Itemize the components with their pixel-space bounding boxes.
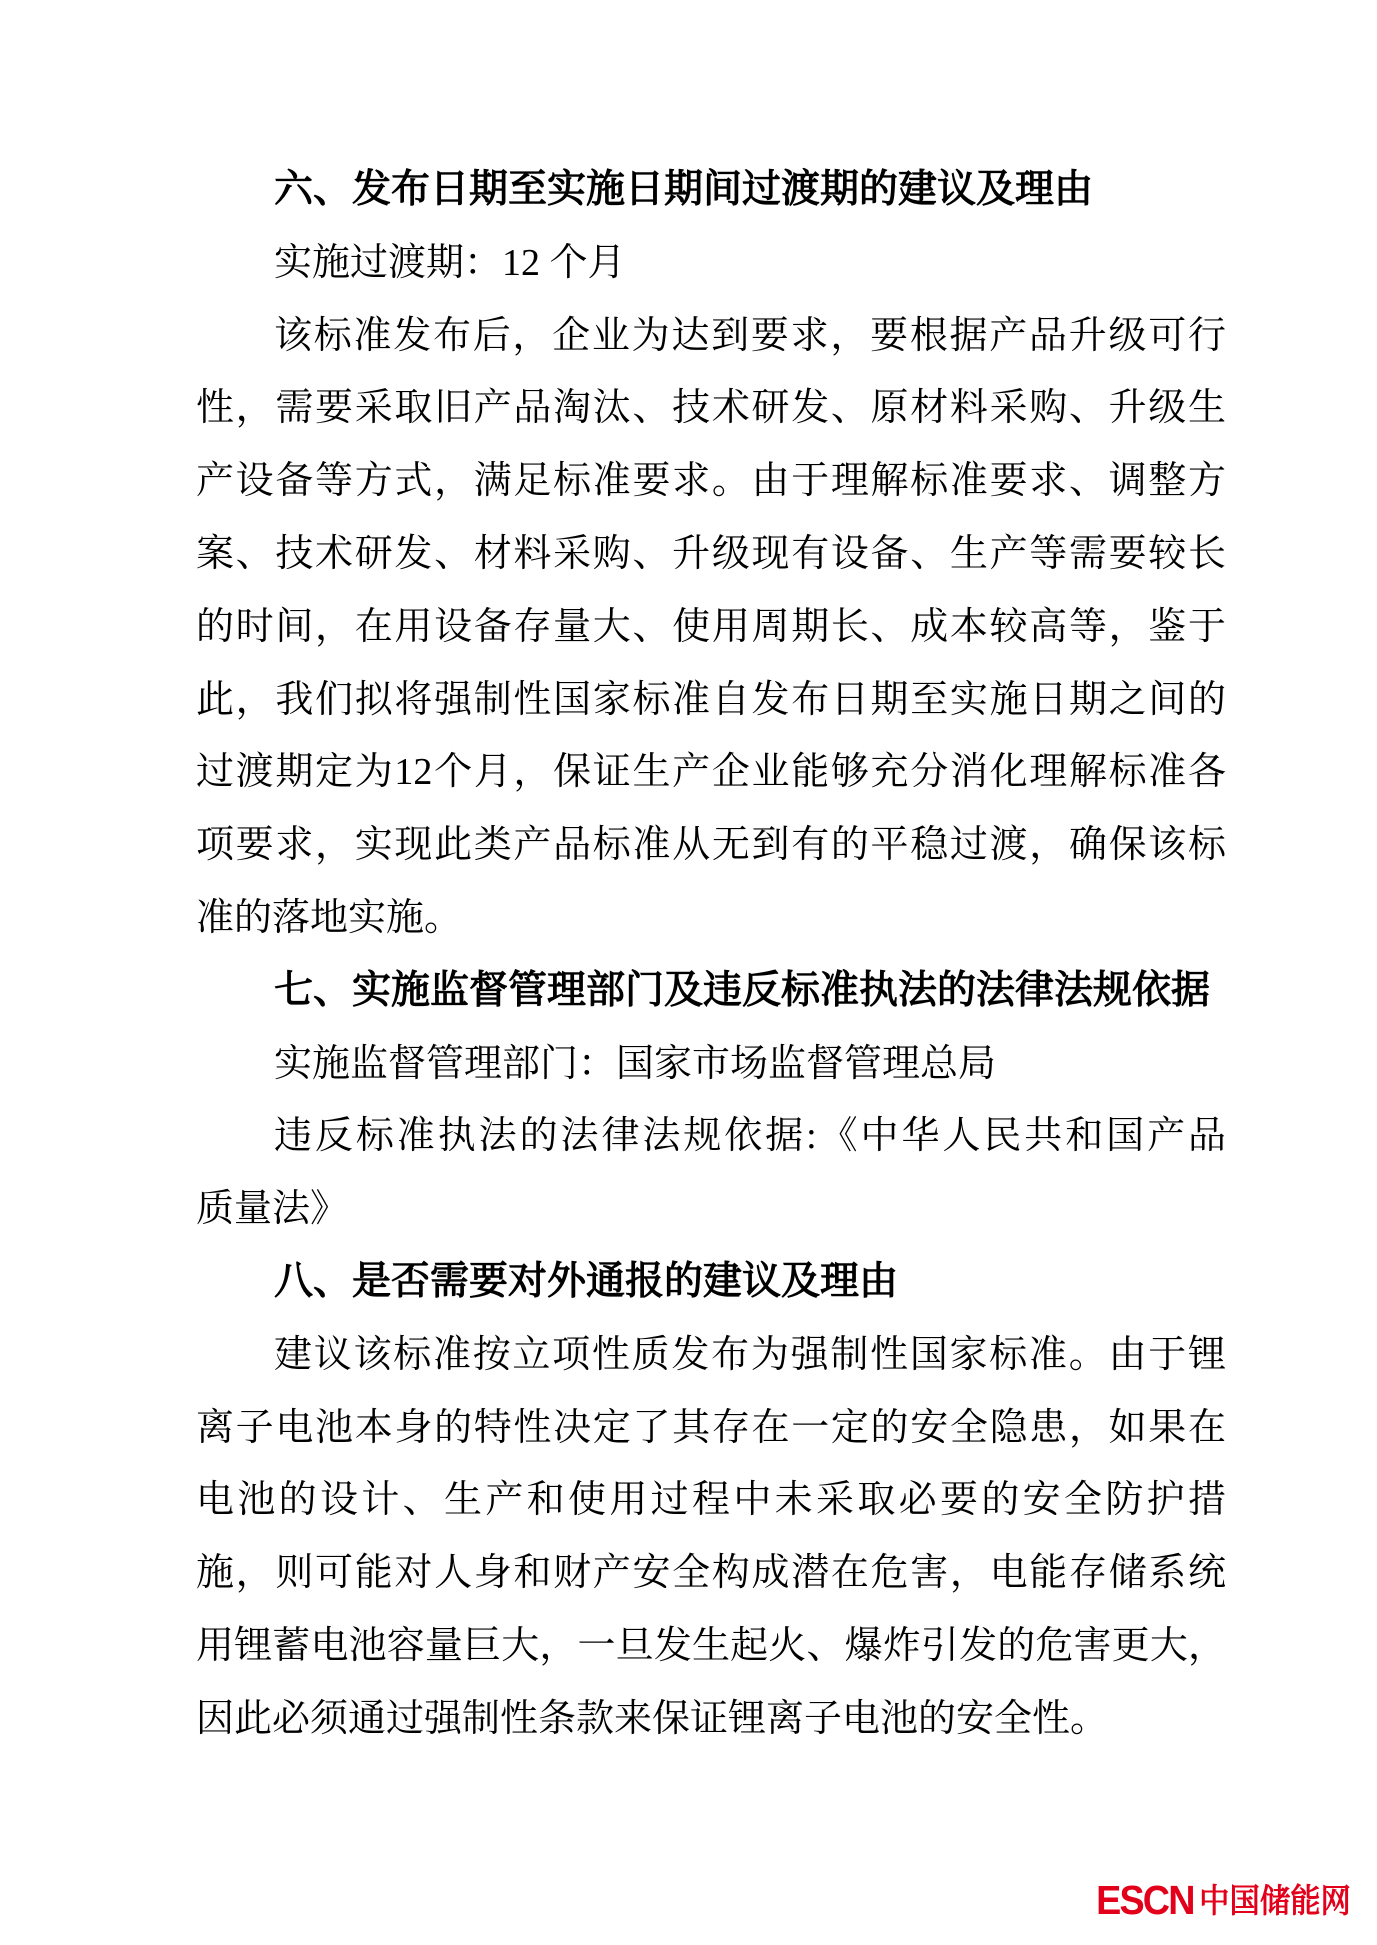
text-line: 此，我们拟将强制性国家标准自发布日期至实施日期之间的 <box>196 678 1226 721</box>
escn-logo-latin: ESCN <box>1096 1877 1194 1923</box>
text-line: 的时间，在用设备存量大、使用周期长、成本较高等，鉴于 <box>196 605 1226 648</box>
section-heading: 八、是否需要对外通报的建议及理由 <box>274 1259 899 1303</box>
text-line: 施，则可能对人身和财产安全构成潜在危害，电能存储系统 <box>196 1552 1226 1595</box>
escn-logo-chinese: 中国储能网 <box>1199 1882 1351 1919</box>
text-line: 过渡期定为12个月，保证生产企业能够充分消化理解标准各 <box>196 751 1226 794</box>
text-line: 该标准发布后，企业为达到要求，要根据产品升级可行 <box>274 314 1226 357</box>
text-line: 建议该标准按立项性质发布为强制性国家标准。由于锂 <box>274 1333 1226 1376</box>
escn-logo <box>1096 1877 1351 1923</box>
text-line: 实施监督管理部门：国家市场监督管理总局 <box>274 1042 997 1085</box>
section-heading: 六、发布日期至实施日期间过渡期的建议及理由 <box>274 168 1094 211</box>
text-line: 产设备等方式，满足标准要求。由于理解标准要求、调整方 <box>196 460 1226 503</box>
text-line: 用锂蓄电池容量巨大，一旦发生起火、爆炸引发的危害更大， <box>196 1624 1226 1667</box>
text-line: 实施过渡期：12 个月 <box>274 241 626 284</box>
document-body <box>196 154 1226 1756</box>
text-line: 准的落地实施。 <box>196 896 463 939</box>
text-line: 质量法》 <box>196 1188 349 1231</box>
text-line: 案、技术研发、材料采购、升级现有设备、生产等需要较长 <box>196 532 1226 575</box>
text-line: 性，需要采取旧产品淘汰、技术研发、原材料采购、升级生 <box>196 387 1226 430</box>
text-line: 因此必须通过强制性条款来保证锂离子电池的安全性。 <box>196 1697 1109 1740</box>
text-line: 离子电池本身的特性决定了其存在一定的安全隐患，如果在 <box>196 1406 1226 1449</box>
section-heading: 七、实施监督管理部门及违反标准执法的法律法规依据 <box>274 968 1211 1012</box>
text-line: 电池的设计、生产和使用过程中未采取必要的安全防护措 <box>196 1479 1226 1522</box>
text-line: 违反标准执法的法律法规依据:《中华人民共和国产品 <box>274 1115 1226 1158</box>
text-line: 项要求，实现此类产品标准从无到有的平稳过渡，确保该标 <box>196 824 1226 867</box>
